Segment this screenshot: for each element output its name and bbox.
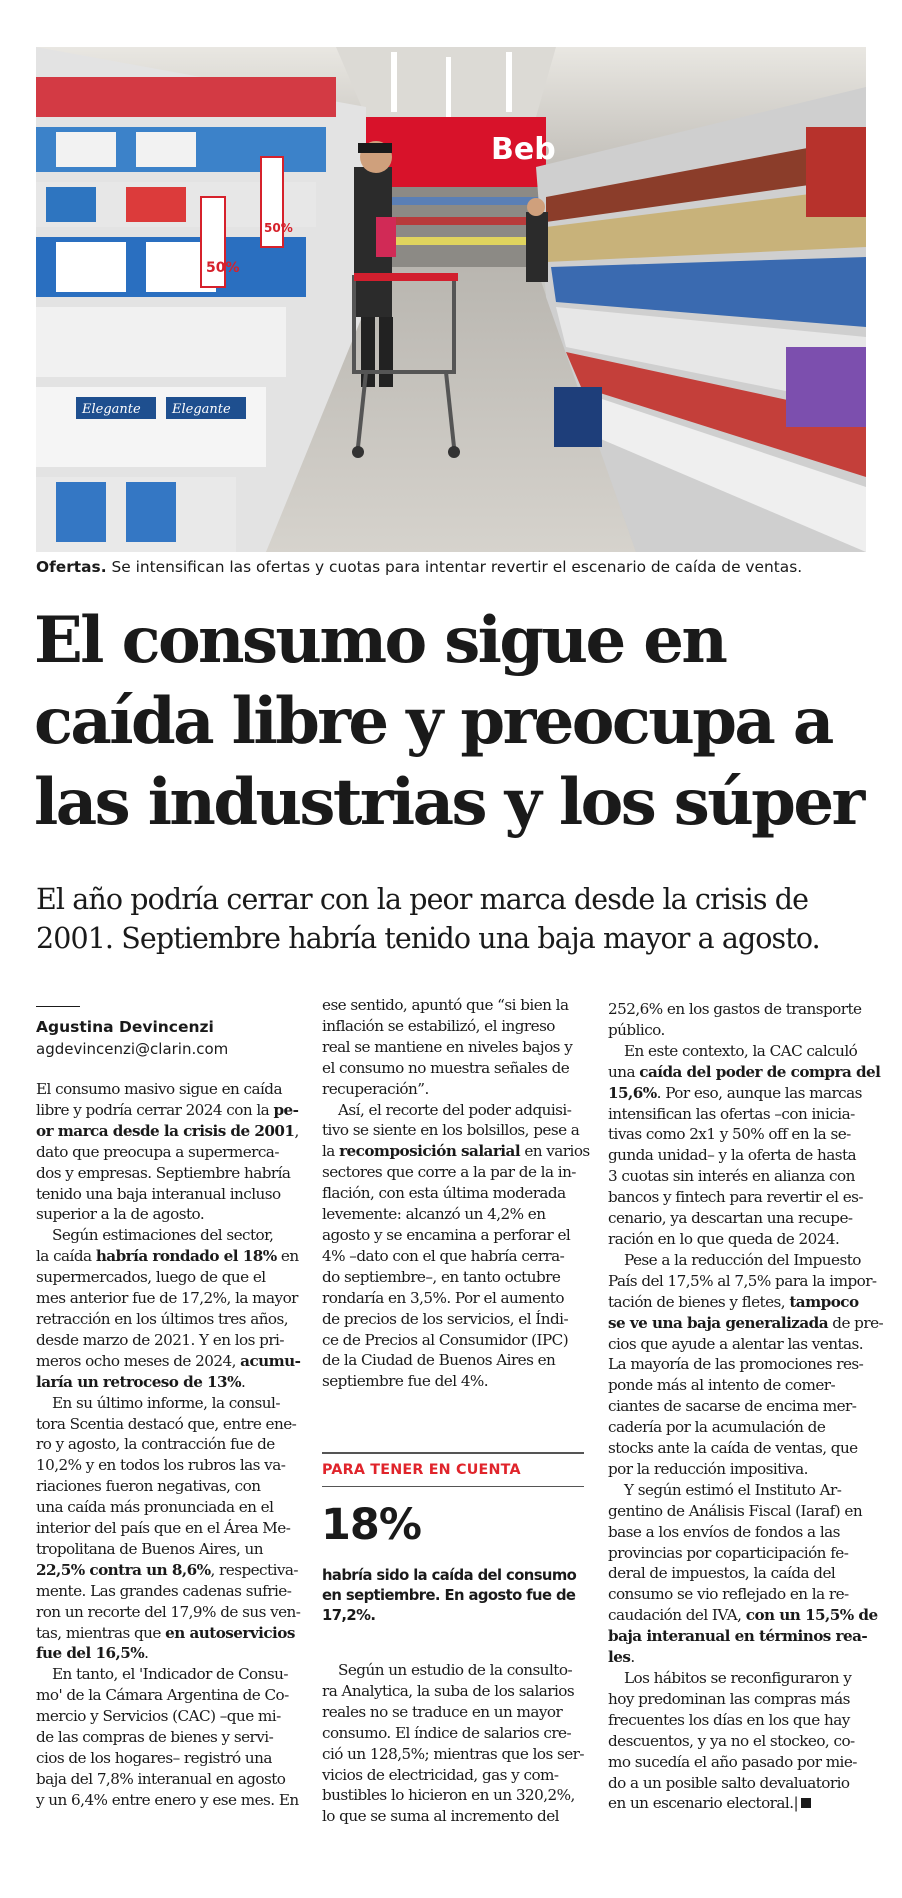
article-text-line [36, 1748, 298, 1769]
article-text-line [36, 1204, 298, 1225]
article-text-line [608, 1626, 870, 1647]
article-text-line [608, 1584, 870, 1605]
text-run: por la reducción impositiva. [608, 1459, 808, 1478]
article-text-line [36, 1267, 298, 1288]
article-text-line [608, 1104, 870, 1125]
text-run: en varios [520, 1142, 590, 1161]
product-brand-text-2: Elegante [172, 402, 231, 417]
article-text-line [322, 1744, 584, 1765]
article-text-line [608, 1752, 870, 1773]
caption-text: Se intensifican las ofertas y cuotas para intentar revertir el escenario de caída de ventas. [106, 558, 803, 576]
text-run: . [144, 1644, 149, 1663]
text-run: riaciones fueron negativas, con [36, 1477, 261, 1496]
text-run: 252,6% en los gastos de transporte [608, 1000, 862, 1018]
text-run: y un 6,4% entre enero y ese mes. En [36, 1790, 299, 1809]
article-text-line [608, 1229, 870, 1250]
text-run: mente. Las grandes cadenas sufrie- [36, 1581, 292, 1600]
text-run: consumo. El índice de salarios cre- [322, 1723, 572, 1742]
text-run: ra Analytica, la suba de los salarios [322, 1681, 575, 1700]
text-run: ese sentido, apuntó que “si bien la [322, 996, 569, 1014]
article-text-line [36, 1560, 298, 1581]
text-run: ponde más al intento de comer- [608, 1376, 836, 1395]
article-text-line [36, 1623, 298, 1644]
text-run: ración en lo que queda de 2024. [608, 1229, 840, 1248]
article-text-line [36, 1518, 298, 1539]
bold-text-run: caída del poder de compra del [639, 1062, 881, 1081]
text-run: mes anterior fue de 17,2%, la mayor [36, 1289, 298, 1308]
article-text-line [36, 1685, 298, 1706]
text-run: real se mantiene en niveles bajos y [322, 1037, 573, 1056]
bold-text-run: recomposición salarial [339, 1142, 521, 1161]
bold-text-run: en autoservicios [165, 1623, 295, 1642]
article-text-line [608, 1417, 870, 1438]
article-text-line [608, 1647, 870, 1668]
article-text-line [36, 1372, 298, 1393]
article-text-line [36, 1497, 298, 1518]
text-run: gunda unidad– y la oferta de hasta [608, 1146, 857, 1165]
text-run: mercio y Servicios (CAC) –que mi- [36, 1707, 281, 1726]
text-run: septiembre fue del 4%. [322, 1372, 489, 1391]
article-text-line [608, 1396, 870, 1417]
text-run: flación, con esta última moderada [322, 1184, 566, 1203]
article-text-line [322, 1330, 584, 1351]
article-text-line [608, 1166, 870, 1187]
article-text-line [36, 1121, 298, 1142]
text-run: desde marzo de 2021. Y en los pri- [36, 1330, 284, 1349]
article-text-line [322, 1765, 584, 1786]
article-text-line [322, 1037, 584, 1058]
sidebar-number: 18% [321, 1500, 421, 1550]
byline-rule [36, 1006, 80, 1007]
bold-text-run: con un 15,5% de [745, 1606, 878, 1625]
bold-text-run: acumu- [240, 1351, 301, 1370]
discount-tag-text: 50% [206, 260, 240, 276]
article-text-line [608, 1354, 870, 1375]
bold-text-run: les [608, 1648, 631, 1667]
text-run: Pese a la reducción del Impuesto [624, 1250, 861, 1269]
bold-text-run: or marca desde la crisis de 2001 [36, 1121, 295, 1140]
article-text-line [36, 1414, 298, 1435]
sidebar-text-line: 17,2%. [322, 1607, 376, 1624]
article-text-line [322, 1288, 584, 1309]
text-run: en [276, 1247, 299, 1266]
text-run: lo que se suma al incremento del [322, 1807, 559, 1826]
text-run: la [322, 1142, 340, 1161]
article-text-line [608, 1459, 870, 1480]
article-text-line [36, 1163, 298, 1184]
text-run: tenido una baja interanual incluso [36, 1184, 281, 1203]
article-text-line [322, 1267, 584, 1288]
text-run: provincias por coparticipación fe- [608, 1543, 849, 1562]
text-run: cios que ayude a alentar las ventas. [608, 1334, 864, 1353]
text-run: intensifican las ofertas –con inicia- [608, 1104, 855, 1123]
article-column-3 [608, 999, 884, 1814]
headline-line: las industrias y los súper [34, 765, 863, 840]
end-of-article-square-icon [801, 1798, 811, 1808]
text-run: retracción en los últimos tres años, [36, 1309, 289, 1328]
sidebar-text-line: en septiembre. En agosto fue de [322, 1587, 576, 1604]
article-text-line [322, 1702, 584, 1723]
article-text-line [322, 1723, 584, 1744]
article-text-line [322, 995, 584, 1016]
text-run: cenario, ya descartan una recupe- [608, 1209, 853, 1228]
text-run: do a un posible salto devaluatorio [608, 1773, 850, 1792]
discount-tag-text-2: 50% [264, 221, 293, 235]
article-text-line [322, 1183, 584, 1204]
bold-text-run: 22,5% contra un 8,6% [36, 1560, 211, 1579]
article-text-line [36, 1790, 298, 1811]
article-text-line [608, 1710, 870, 1731]
text-run: . [630, 1648, 635, 1667]
bold-text-run: se ve una baja generalizada [608, 1313, 829, 1332]
product-brand-text: Elegante [82, 402, 141, 417]
article-text-line [322, 1016, 584, 1037]
article-text-line [322, 1079, 584, 1100]
headline-line: caída libre y preocupa a [34, 684, 832, 759]
text-run: meros ocho meses de 2024, [36, 1351, 241, 1370]
text-run: cadería por la acumulación de [608, 1418, 826, 1437]
article-text-line [36, 1246, 298, 1267]
text-run: 3 cuotas sin interés en alianza con [608, 1167, 855, 1186]
article-text-line [322, 1204, 584, 1225]
text-run: tación de bienes y fletes, [608, 1292, 790, 1311]
bold-text-run: 15,6% [608, 1083, 657, 1102]
text-run: frecuentes los días en los que hay [608, 1710, 850, 1729]
text-run: descuentos, y ya no el stockeo, co- [608, 1731, 855, 1750]
text-run: do septiembre–, en tanto octubre [322, 1267, 561, 1286]
sidebar-text-line: habría sido la caída del consumo [322, 1567, 577, 1584]
article-text-line [608, 1250, 870, 1271]
article-text-line [36, 1455, 298, 1476]
article-text-line [36, 1079, 298, 1100]
bold-text-run: laría un retroceso de 13% [36, 1372, 241, 1391]
article-text-line [608, 1375, 870, 1396]
text-run: de las compras de bienes y servi- [36, 1728, 274, 1747]
supermarket-aisle-image [36, 47, 866, 552]
text-run: tora Scentia destacó que, entre ene- [36, 1414, 297, 1433]
text-run: dos y empresas. Septiembre habría [36, 1163, 291, 1182]
text-run: ron un recorte del 17,9% de sus ven- [36, 1602, 301, 1621]
headline-line: El consumo sigue en [34, 603, 726, 678]
subheadline [36, 880, 876, 958]
article-text-line [608, 1313, 884, 1334]
text-run: público. [608, 1020, 665, 1039]
article-text-line [608, 999, 870, 1020]
article-text-line [36, 1142, 298, 1163]
text-run: tivas como 2x1 y 50% off en la se- [608, 1125, 851, 1144]
article-text-line [608, 1292, 870, 1313]
text-run: ro y agosto, la contracción fue de [36, 1435, 275, 1454]
article-text-line [608, 1020, 870, 1041]
text-run: mo sucedía el año pasado por mie- [608, 1752, 857, 1771]
text-run: , respectiva- [210, 1560, 298, 1579]
article-text-line [322, 1100, 584, 1121]
store-sign-text: Beb [491, 132, 556, 167]
sidebar-rule [322, 1486, 584, 1487]
text-run: ció un 128,5%; mientras que los ser- [322, 1744, 584, 1763]
article-text-line [608, 1208, 870, 1229]
text-run: inflación se estabilizó, el ingreso [322, 1016, 555, 1035]
article-text-line [36, 1393, 298, 1414]
article-text-line [608, 1605, 878, 1626]
article-text-line [608, 1543, 870, 1564]
text-run: levemente: alcanzó un 4,2% en [322, 1205, 546, 1224]
subheadline-line: 2001. Septiembre habría tenido una baja mayor a agosto. [36, 922, 820, 955]
text-run: tropolitana de Buenos Aires, un [36, 1539, 263, 1558]
text-run: , [294, 1121, 299, 1140]
article-text-line [608, 1083, 870, 1104]
text-run: El consumo masivo sigue en caída [36, 1080, 282, 1098]
text-run: superior a la de agosto. [36, 1205, 205, 1224]
article-text-line [608, 1773, 870, 1794]
text-run: vicios de electricidad, gas y com- [322, 1765, 559, 1784]
text-run: gentino de Análisis Fiscal (Iaraf) en [608, 1501, 863, 1520]
subheadline-line: El año podría cerrar con la peor marca desde la crisis de [36, 883, 809, 916]
article-text-line [608, 1501, 870, 1522]
article-text-line [36, 1184, 298, 1205]
article-text-line [36, 1100, 298, 1121]
article-text-line [608, 1793, 870, 1814]
author-name: Agustina Devincenzi [36, 1018, 214, 1036]
text-run: ce de Precios al Consumidor (IPC) [322, 1330, 569, 1349]
bold-text-run: habría rondado el 18% [95, 1247, 277, 1266]
text-run: cios de los hogares– registró una [36, 1749, 272, 1767]
text-run: agosto y se encamina a perforar el [322, 1225, 571, 1244]
article-text-line [36, 1769, 298, 1790]
article-text-line [608, 1145, 870, 1166]
article-text-line [36, 1288, 298, 1309]
article-text-line [322, 1350, 584, 1371]
photo-caption [36, 557, 866, 577]
text-run: de la Ciudad de Buenos Aires en [322, 1351, 556, 1370]
text-run: País del 17,5% al 7,5% para la impor- [608, 1271, 877, 1290]
text-run: tivo se siente en los bolsillos, pese a [322, 1121, 580, 1140]
text-run: caudación del IVA, [608, 1606, 746, 1625]
article-text-line [36, 1225, 298, 1246]
article-text-line [608, 1689, 870, 1710]
text-run: bancos y fintech para revertir el es- [608, 1188, 863, 1207]
article-text-line [608, 1668, 870, 1689]
text-run: de precios de los servicios, el Índi- [322, 1309, 569, 1328]
text-run: de pre- [828, 1313, 884, 1332]
article-text-line [608, 1187, 870, 1208]
text-run: 10,2% y en todos los rubros las va- [36, 1456, 286, 1475]
text-run: una [608, 1062, 640, 1081]
text-run: interior del país que en el Área Me- [36, 1519, 291, 1538]
text-run: en un escenario electoral.| [608, 1794, 799, 1813]
article-text-line [322, 1806, 584, 1827]
bold-text-run: fue del 16,5% [36, 1644, 145, 1663]
article-text-line [608, 1041, 870, 1062]
article-text-line [36, 1581, 298, 1602]
article-text-line [36, 1476, 298, 1497]
text-run: sectores que corre a la par de la in- [322, 1163, 576, 1182]
text-run: . [240, 1372, 246, 1391]
text-run: . Por eso, aunque las marcas [656, 1083, 862, 1102]
text-run: Según un estudio de la consulto- [338, 1661, 573, 1679]
text-run: ciantes de sacarse de encima mer- [608, 1397, 857, 1416]
article-text-line [322, 1309, 584, 1330]
article-text-line [608, 1480, 870, 1501]
text-run: libre y podría cerrar 2024 con la [36, 1100, 274, 1119]
article-text-line [36, 1539, 298, 1560]
text-run: Los hábitos se reconfiguraron y [624, 1669, 852, 1687]
article-text-line [36, 1351, 301, 1372]
article-text-line [36, 1330, 298, 1351]
article-text-line [608, 1271, 877, 1292]
text-run: consumo se vio reflejado en la re- [608, 1585, 849, 1604]
article-text-line [608, 1522, 870, 1543]
article-text-line [322, 1141, 590, 1162]
article-text-line [36, 1727, 298, 1748]
article-column-2-continued [322, 1660, 584, 1827]
article-text-line [322, 1785, 584, 1806]
article-column-2 [322, 995, 590, 1392]
text-run: tas, mientras que [36, 1623, 166, 1642]
text-run: En su último informe, la consul- [52, 1393, 280, 1412]
text-run: dato que preocupa a supermerca- [36, 1142, 279, 1161]
article-text-line [608, 1731, 870, 1752]
text-run: La mayoría de las promociones res- [608, 1355, 864, 1374]
article-text-line [322, 1162, 584, 1183]
article-text-line [608, 1438, 870, 1459]
article-photo [36, 47, 866, 552]
text-run: mo' de la Cámara Argentina de Co- [36, 1686, 289, 1705]
text-run: baja del 7,8% interanual en agosto [36, 1769, 286, 1788]
text-run: En tanto, el 'Indicador de Consu- [52, 1665, 288, 1684]
text-run: bustibles lo hicieron en un 320,2%, [322, 1786, 575, 1805]
article-text-line [36, 1643, 298, 1664]
article-text-line [36, 1309, 298, 1330]
article-text-line [322, 1371, 584, 1392]
article-text-line [36, 1664, 298, 1685]
headline [34, 600, 874, 843]
article-text-line [36, 1706, 298, 1727]
text-run: el consumo no muestra señales de [322, 1058, 570, 1077]
article-text-line [608, 1334, 870, 1355]
article-text-line [322, 1225, 584, 1246]
text-run: Según estimaciones del sector, [52, 1226, 274, 1245]
text-run: 4% –dato con el que habría cerra- [322, 1246, 565, 1265]
text-run: la caída [36, 1247, 96, 1266]
text-run: stocks ante la caída de ventas, que [608, 1439, 858, 1458]
text-run: base a los envíos de fondos a las [608, 1522, 840, 1541]
article-text-line [322, 1120, 584, 1141]
article-text-line [608, 1062, 881, 1083]
article-text-line [322, 1246, 584, 1267]
sidebar-rule-top [322, 1452, 584, 1454]
text-run: En este contexto, la CAC calculó [624, 1041, 858, 1060]
article-column-1 [36, 1079, 301, 1811]
text-run: Y según estimó el Instituto Ar- [624, 1480, 842, 1499]
article-text-line [322, 1681, 584, 1702]
article-text-line [36, 1434, 298, 1455]
text-run: Así, el recorte del poder adquisi- [338, 1100, 572, 1119]
caption-label: Ofertas. [36, 558, 107, 576]
text-run: supermercados, luego de que el [36, 1268, 266, 1287]
bold-text-run: pe- [273, 1100, 299, 1119]
sidebar-text [322, 1566, 584, 1626]
article-text-line [322, 1660, 584, 1681]
sidebar-label: PARA TENER EN CUENTA [322, 1462, 521, 1478]
author-email[interactable]: agdevincenzi@clarin.com [36, 1040, 229, 1058]
text-run: rondaría en 3,5%. Por el aumento [322, 1288, 564, 1307]
text-run: reales no se traduce en un mayor [322, 1702, 563, 1721]
text-run: recuperación”. [322, 1079, 429, 1098]
text-run: deral de impuestos, la caída del [608, 1564, 836, 1583]
article-text-line [608, 1124, 870, 1145]
text-run: una caída más pronunciada en el [36, 1498, 274, 1517]
article-text-line [608, 1563, 870, 1584]
text-run: hoy predominan las compras más [608, 1689, 850, 1708]
bold-text-run: tampoco [789, 1292, 859, 1311]
article-text-line [322, 1058, 584, 1079]
bold-text-run: baja interanual en términos rea- [608, 1627, 868, 1646]
article-text-line [36, 1602, 301, 1623]
